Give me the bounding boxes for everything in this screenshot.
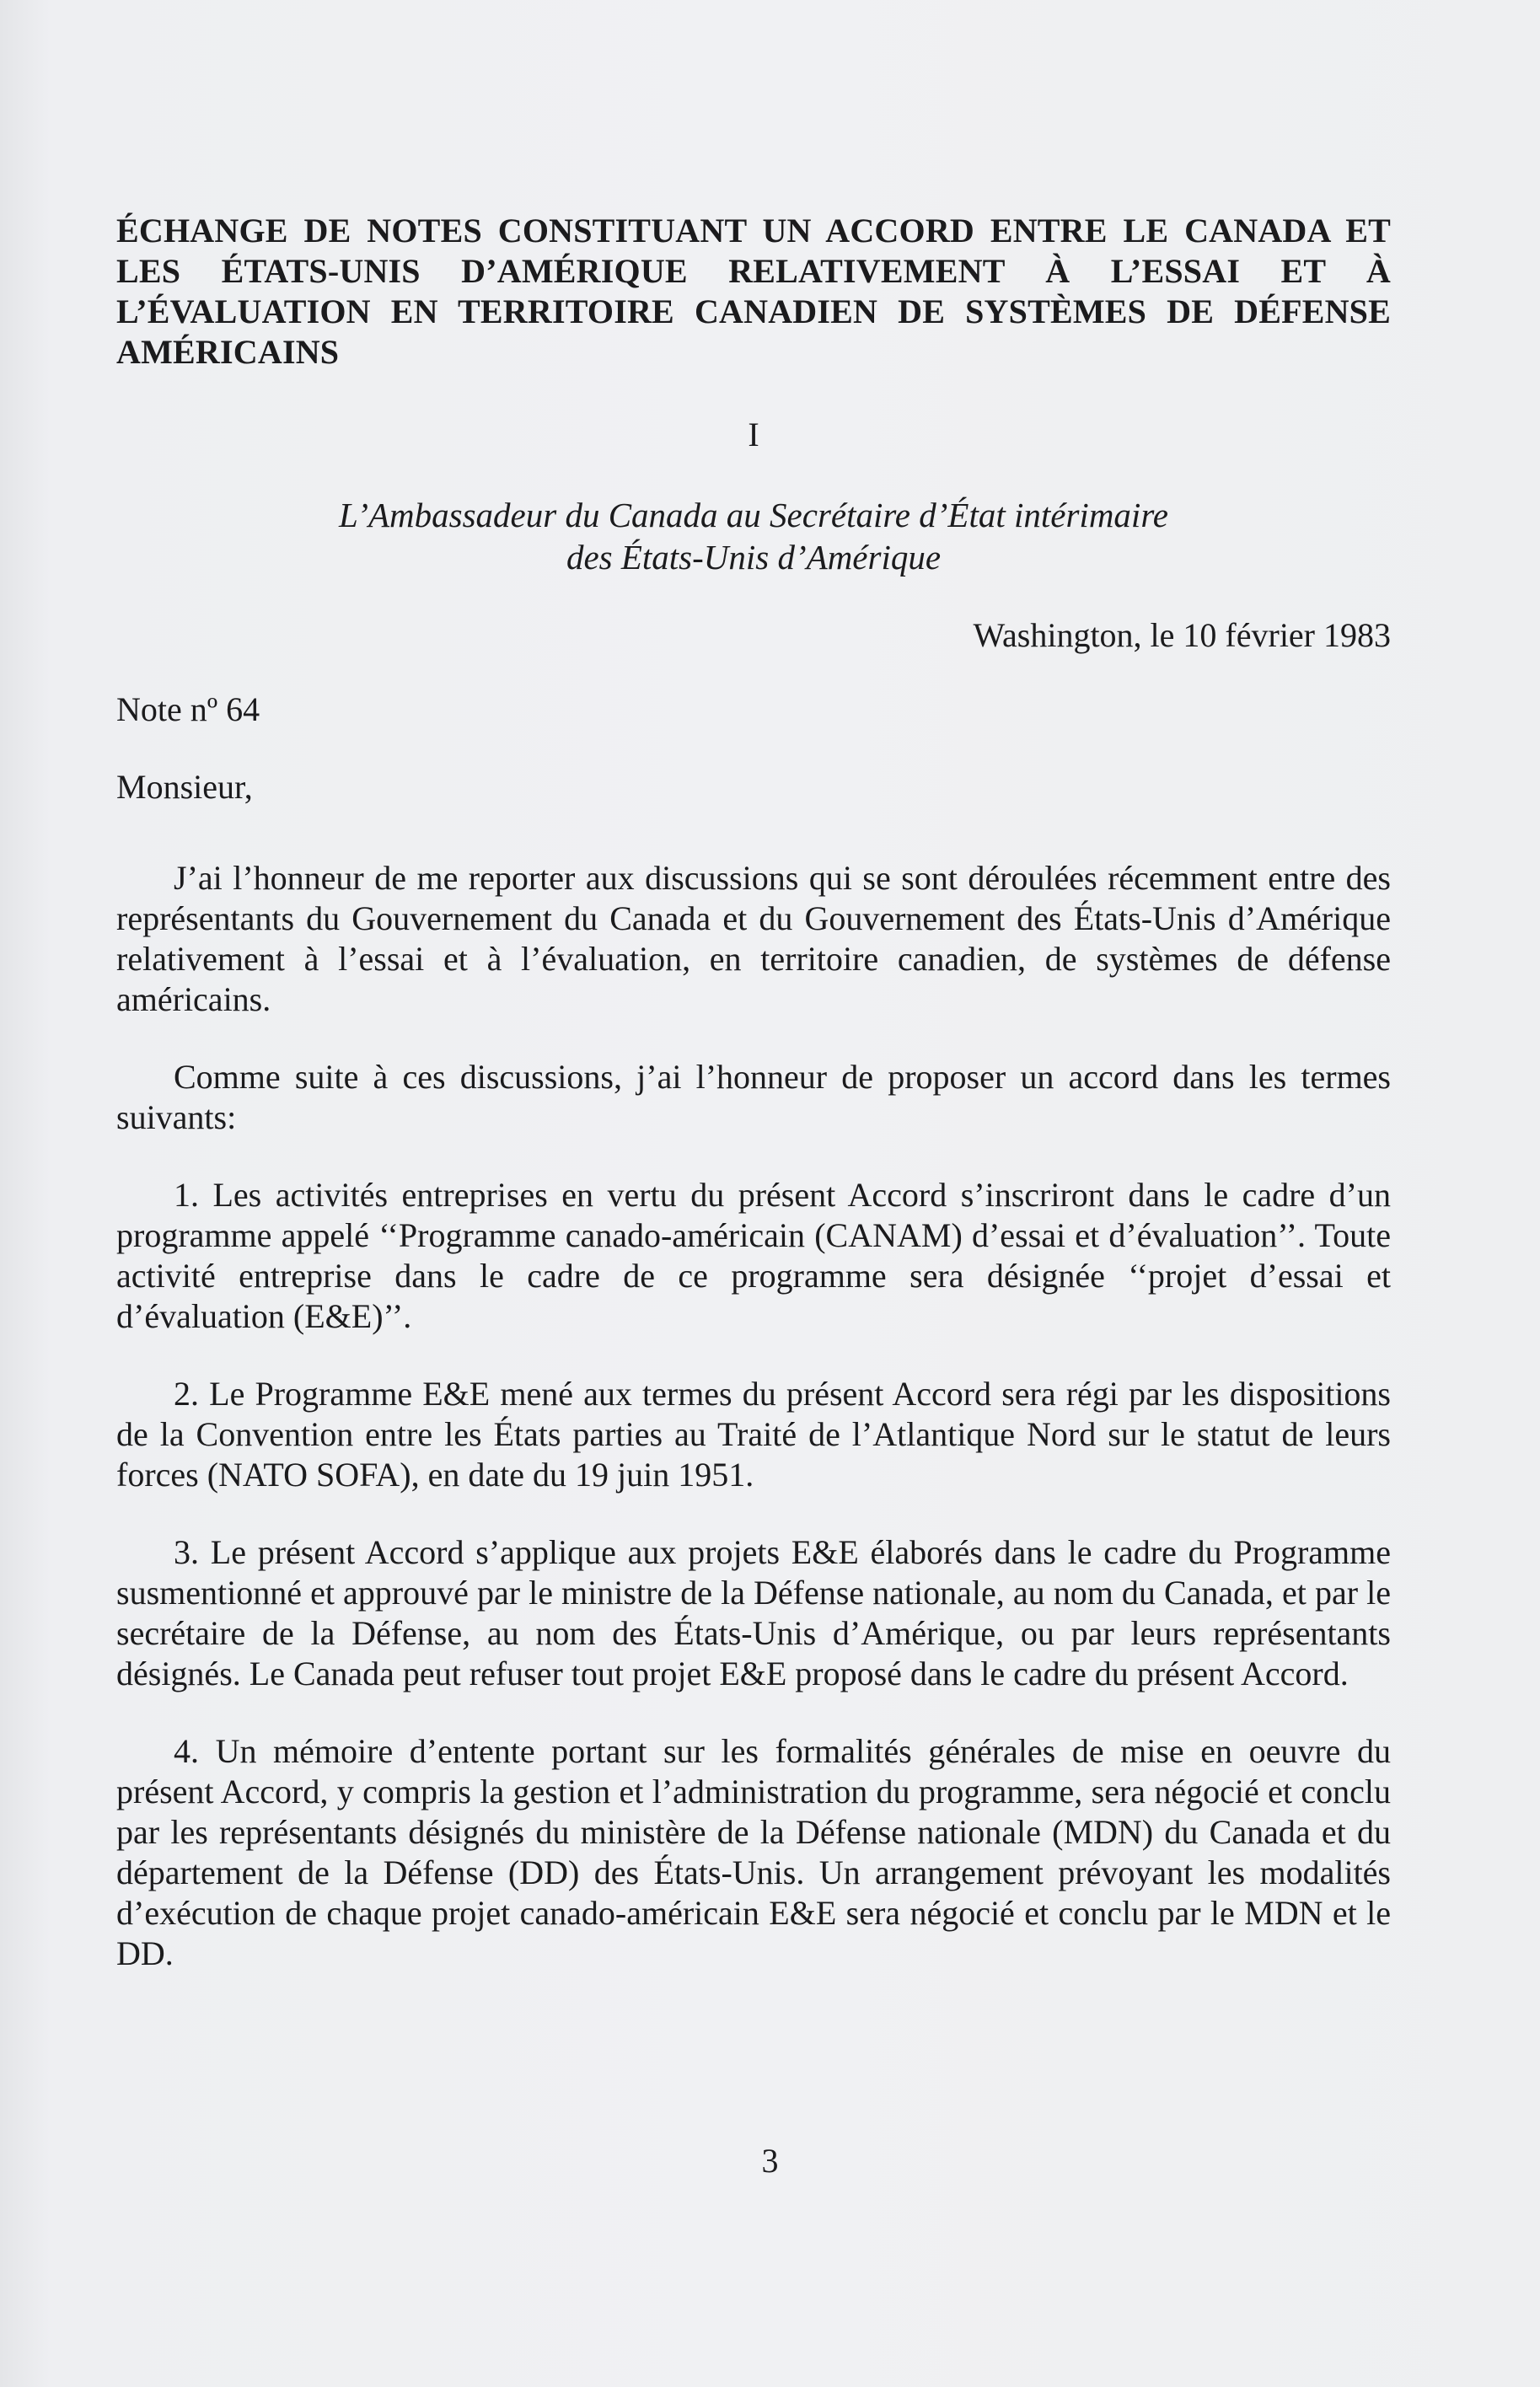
note-number: Note nº 64 — [116, 690, 260, 728]
salutation: Monsieur, — [116, 768, 253, 806]
section-number: I — [748, 416, 759, 453]
paragraph: J’ai l’honneur de me reporter aux discussions qui se sont déroulées récemment entre des représentants du Gouvernement du Canada et du Gouvernement des États-Unis d’Amérique relativement à l’essai et à l’évaluation, en territoire canadien, de systèmes de défense américains. — [116, 859, 1391, 1018]
paragraph: 3. Le présent Accord s’applique aux projets E&E élaborés dans le cadre du Programme susmentionné et approuvé par le ministre de la Défense nationale, au nom du Canada, et par le secrétaire de la Défense, au nom des États-Unis d’Amérique, ou par leurs représentants désignés. Le Canada peut refuser tout projet E&E proposé dans le cadre du présent Accord. — [116, 1533, 1391, 1692]
paragraph: 4. Un mémoire d’entente portant sur les formalités générales de mise en oeuvre du présent Accord, y compris la gestion et l’administration du programme, sera négocié et conclu par les représentants désignés du ministère de la Défense nationale (MDN) du Canada et du département de la Défense (DD) des États-Unis. Un arrangement prévoyant les modalités d’exécution de chaque projet canado-américain E&E sera négocié et conclu par le MDN et le DD. — [116, 1732, 1391, 1972]
dateline: Washington, le 10 février 1983 — [973, 616, 1391, 654]
page-number: 3 — [761, 2142, 779, 2180]
document-title: ÉCHANGE DE NOTES CONSTITUANT UN ACCORD ENTRE LE CANADA ET LES ÉTATS-UNIS D’AMÉRIQUE RELATIVEMENT À L’ESSAI ET À L’ÉVALUATION EN TERRITOIRE CANADIEN DE SYSTÈMES DE DÉFENSE AMÉRICAINS — [116, 212, 1391, 371]
sender-line: L’Ambassadeur du Canada au Secrétaire d’État intérimaire — [339, 496, 1168, 534]
recipient-line: des États-Unis d’Amérique — [566, 538, 942, 577]
paragraph: 1. Les activités entreprises en vertu du présent Accord s’inscriront dans le cadre d’un programme appelé ‘‘Programme canado-américain (CANAM) d’essai et d’évaluation’’. Toute activité entreprise dans le cadre de ce programme sera désignée ‘‘projet d’essai et d’évaluation (E&E)’’. — [116, 1176, 1391, 1335]
paragraph: Comme suite à ces discussions, j’ai l’honneur de proposer un accord dans les termes suivants: — [116, 1058, 1391, 1136]
document-body — [116, 211, 1391, 1974]
sender-recipient-heading — [116, 494, 1391, 578]
paragraph: 2. Le Programme E&E mené aux termes du présent Accord sera régi par les dispositions de la Convention entre les États parties au Traité de l’Atlantique Nord sur le statut de leurs forces (NATO SOFA), en date du 19 juin 1951. — [116, 1375, 1391, 1494]
